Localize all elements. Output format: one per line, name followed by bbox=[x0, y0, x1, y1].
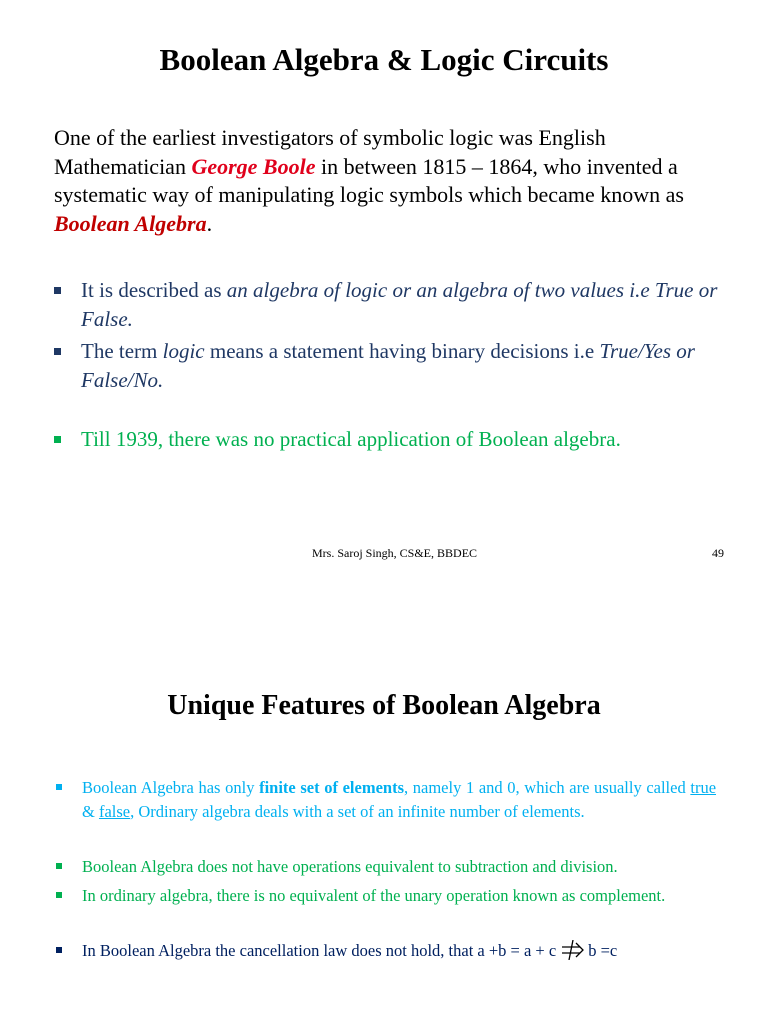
list-item bbox=[56, 939, 716, 963]
intro-text-1: One of the earliest investigators of symbolic logic was English Mathematician bbox=[54, 125, 606, 179]
list-item bbox=[56, 776, 716, 823]
intro-text-3: . bbox=[206, 210, 213, 236]
bullet-text: Boolean Algebra has only bbox=[82, 778, 260, 797]
list-item bbox=[54, 276, 734, 333]
square-bullet-icon bbox=[56, 784, 62, 790]
list-item bbox=[54, 425, 734, 454]
bullet-bold-text: finite set of elements bbox=[259, 778, 405, 797]
square-bullet-icon bbox=[56, 947, 62, 953]
list-item bbox=[56, 855, 716, 879]
bullet-text: , namely 1 and 0, which are usually called bbox=[404, 778, 691, 797]
square-bullet-icon bbox=[54, 436, 61, 443]
george-boole-name: George Boole bbox=[191, 153, 316, 179]
square-bullet-icon bbox=[54, 348, 61, 355]
false-word: false bbox=[98, 801, 131, 821]
slide-title: Unique Features of Boolean Algebra bbox=[167, 690, 601, 721]
bullet-text: In ordinary algebra, there is no equivalent of the unary operation known as complement. bbox=[82, 885, 666, 905]
bullet-italic-text: True/Yes or False/No. bbox=[81, 339, 695, 392]
ampersand: & bbox=[82, 801, 99, 821]
boolean-algebra-term: Boolean Algebra bbox=[54, 210, 207, 236]
intro-text-2: in between 1815 – 1864, who invented a systematic way of manipulating logic symbols which became known as bbox=[54, 153, 684, 207]
footer-author: Mrs. Saroj Singh, CS&E, BBDEC bbox=[312, 546, 478, 560]
bullet-text: , Ordinary algebra deals with a set of an infinite number of elements. bbox=[130, 801, 585, 821]
bullet-text: means a statement having binary decisions i.e bbox=[204, 339, 600, 363]
bullet-text: It is described as bbox=[81, 278, 227, 302]
bullet-text: The term bbox=[81, 339, 163, 363]
page-number: 49 bbox=[712, 546, 724, 560]
slide-unique-features bbox=[0, 648, 768, 1024]
list-item bbox=[54, 337, 734, 394]
bullet-text: b =c bbox=[588, 941, 618, 960]
bullet-italic-word: logic bbox=[162, 339, 205, 363]
square-bullet-icon bbox=[56, 892, 62, 898]
bullet-list bbox=[54, 276, 734, 454]
bullet-text: Boolean Algebra does not have operations equivalent to subtraction and division. bbox=[82, 857, 618, 876]
bullet-italic-text: an algebra of logic or an algebra of two values i.e True or False. bbox=[81, 278, 718, 331]
square-bullet-icon bbox=[56, 863, 62, 869]
slide-title: Boolean Algebra & Logic Circuits bbox=[159, 42, 609, 77]
bullet-text: Till 1939, there was no practical application of Boolean algebra. bbox=[81, 427, 621, 451]
square-bullet-icon bbox=[54, 287, 61, 294]
list-item bbox=[56, 884, 716, 908]
does-not-imply-icon bbox=[560, 940, 586, 960]
intro-paragraph bbox=[54, 124, 734, 238]
bullet-text: In Boolean Algebra the cancellation law does not hold, that a +b = a + c bbox=[82, 941, 557, 960]
true-word: true bbox=[690, 778, 717, 797]
bullet-list bbox=[56, 776, 716, 963]
